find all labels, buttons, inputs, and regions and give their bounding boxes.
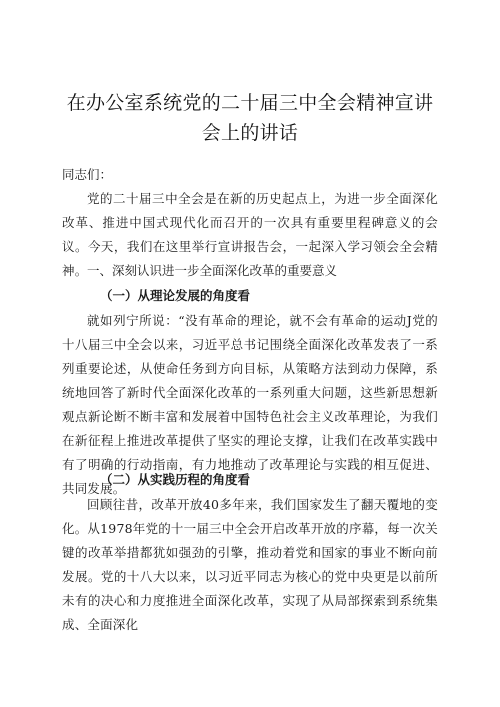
intro-paragraph: 党的二十届三中全会是在新的历史起点上，为进一步全面深化改革、推进中国式现代化而召开的一次具有重要里程碑意义的会议。今天，我们在这里举行宣讲报告会，一起深入学习领会全会精神。: [62, 191, 438, 278]
document-title: 在办公室系统党的二十届三中全会精神宣讲会上的讲话: [66, 92, 434, 144]
subsection-paragraph-theory: 就如列宁所说：“没有革命的理论，就不会有革命的运动J党的十八届三中全会以来，习近平总书记围绕全面深化改革发表了一系列重要论述，从使命任务到方向目标，从策略方法到动力保障，系统地回答了新时代全面深化改革的一系列重大问题，这些新思想新观点新论断不断丰富和发展着中国特色社会主义改革理论，为我们在新征程上推进改革提供了坚实的理论支撑，让我们在改革实践中有了明确的行动指南，有力地推动了改革理论与实践的相互促进、共同发展。: [62, 313, 438, 496]
subsection-paragraph-practice: 回顾往昔，改革开放40多年来，我们国家发生了翻天覆地的变化。从1978年党的十一届三中全会开启改革开放的序幕，每一次关键的改革举措都犹如强劲的引擎，推动着党和国家的事业不断向前发展。党的十八大以来，以习近平同志为核心的党中央更是以前所未有的决心和力度推进全面深化改革，实现了从局部探索到系统集成、全面深化: [62, 497, 438, 632]
salutation: 同志们：: [62, 167, 113, 182]
subsection-heading-practice: （二）从实践历程的角度看: [100, 472, 251, 487]
section-heading: 一、深刻认识进一步全面深化改革的重要意义: [87, 263, 338, 278]
subsection-heading-theory: （一）从理论发展的角度看: [100, 288, 251, 303]
